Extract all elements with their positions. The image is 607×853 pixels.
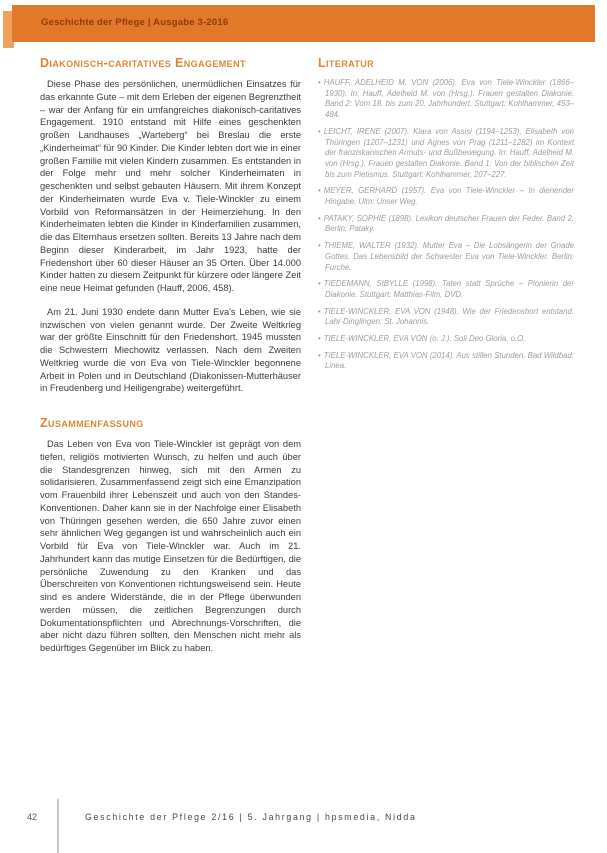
article-content (40, 56, 574, 666)
reference-item (318, 127, 574, 181)
reference-item (318, 334, 574, 345)
paragraph-zusammenfassung: Das Leben von Eva von Tiele-Winckler ist geprägt von dem tiefen, religiös motivierten Wunsch, zu helfen und auch über die Standesgrenzen hinweg, sich mit den Armen zu solidarisieren. Zusammenfassend zeigt sich eine Emanzipation vom Frauenbild ihrer Lebenszeit und auch von den Standes-Konventionen. Daher kann sie in der Nachfolge einer Elisabeth von Thüringen gesehen werden, die 650 Jahre zuvor einen sehr ähnlichen Weg gegangen ist und wahrscheinlich auch ein Vorbild für Eva von Tiele-Winckler war. Auch im 21. Jahrhundert kann das mutige Einsetzen für die Bedürftigen, die persönliche Zuwendung zu den Kranken und das Überschreiten von Konventionen richtungsweisend sein. Heute sind es andere Widerstände, die in der Pflege überwunden werden müssen, die zeitlichen Begrenzungen durch Dokumentationspflichten und Abrechnungs-Vorschriften, die aber nicht dazu führen sollten, den Menschen nicht mehr als bedürftiges Gegenüber im Blick zu haben. (40, 439, 301, 653)
footer-imprint: Geschichte der Pflege 2/16 | 5. Jahrgang | hpsmedia, Nidda (85, 812, 417, 822)
paragraph-engagement-1: Diese Phase des persönlichen, unermüdlichen Einsatzes für das erkannte Gute – mit dem Erleben der eigenen Begrenztheit – war der Anfang für ein umfangreiches diakonisch-caritatives Engagement. 1910 entstand mit Hilfe eines geschenkten großen Landhauses „Warteberg“ bei Breslau die erste „Kinderheimat“ für 90 Kinder. Die Kinder lebten dort wie in einer großen Familie mit vielen Kindern zusammen. Es entstanden in der Folge mehr und mehr solcher Kinderheimaten in geschenkten und selbst gebauten Häusern. Mit ihrem Konzept der Kinderheimaten wurde Eva v. Tiele-Winckler zu einem Vorbild von Reformansätzen in der Heimerziehung. In den Kinderheimaten lebten die Kinder in Kinderfamilien zusammen, die das Elternhaus ersetzen sollten. Bereits 13 Jahre nach dem Beginn dieser Kinderarbeit, im Jahr 1923, hatte der Friedenshort über 60 dieser Häuser an 35 Orten. Über 14.000 Kinder hatten zu diesem Zeitpunkt für kürzere oder längere Zeit eine neue Heimat gefunden (Hauff, 2006, 458). (40, 79, 301, 293)
bullet-icon: • (318, 306, 321, 316)
section-heading-zusammenfassung: Zusammenfassung (40, 416, 144, 430)
reference-item (318, 241, 574, 273)
reference-item (318, 78, 574, 121)
reference-text: MEYER, GERHARD (1957). Eva von Tiele-Winckler – In dienender Hingabe. Ulm: Unser Weg. (323, 186, 574, 207)
reference-text: HAUFF, ADELHEID M. VON (2006). Eva von Tiele-Winckler (1866–1930). In: Hauff, Adelheid M. von (Hrsg.). Frauen gestalten Diakonie. Band 2: Vom 18. bis zum 20. Jahrhundert. Stuttgart: Kohlhammer, 453–484. (323, 78, 574, 120)
reference-list (318, 78, 574, 372)
reference-text: PATAKY, SOPHIE (1898). Lexikon deutscher Frauen der Feder. Band 2. Berlin: Pataky. (323, 213, 574, 234)
bullet-icon: • (318, 78, 321, 87)
journal-header-title: Geschichte der Pflege | Ausgabe 3-2016 (41, 17, 229, 28)
reference-item (318, 186, 574, 207)
bullet-icon: • (318, 350, 321, 360)
bullet-icon: • (318, 126, 321, 136)
bullet-icon: • (318, 186, 321, 196)
section-heading-diakonisch: Diakonisch-caritatives Engagement (40, 56, 246, 70)
reference-text: TIELE-WINCKLER, EVA VON (o. J.). Soli Deo Gloria. o.O. (323, 334, 526, 344)
reference-item (318, 307, 574, 328)
reference-item (318, 351, 574, 372)
reference-text: TIEDEMANN, SIBYLLE (1998). Taten statt Sprüche – Pionierin der Diakonie. Stuttgart: Matthias-Film, DVD. (323, 279, 574, 299)
bullet-icon: • (318, 334, 321, 344)
reference-text: LEICHT, IRENE (2007). Klara von Assisi (1194–1253), Elisabeth von Thüringen (1207–1231) und Agnes von Prag (1211–1282) im Kontext der franziskanischen Armuts- und Bußbewegung. In: Hauff, Adelheid M. von (Hrsg.). Frauen gestalten Diakonie. Band 1: Von der biblischen Zeit bis zum Pietismus. Stuttgart: Kohlhammer, 207–227. (323, 126, 574, 179)
reference-item (318, 214, 574, 235)
section-heading-literatur: Literatur (318, 56, 375, 70)
bullet-icon: • (318, 241, 321, 251)
right-column (318, 56, 574, 666)
reference-text: TIELE-WINCKLER, EVA VON (1948). Wie der Friedenshort entstand. Lahr-Dinglingen: St. Johannis. (323, 306, 574, 327)
bullet-icon: • (318, 279, 321, 289)
reference-text: TIELE-WINCKLER, EVA VON (2014). Aus stillen Stunden. Bad Wildbad: Linea. (323, 350, 574, 371)
header-bar (12, 5, 595, 42)
left-column (40, 56, 301, 666)
reference-item (318, 279, 574, 300)
reference-text: THIEME, WALTER (1932). Mutter Eva – Die Lobsängerin der Gnade Gottes. Das Lebensbild der Schwester Eva von Tiele-Winckler. Berlin: Furche. (323, 241, 574, 272)
footer-divider (57, 799, 59, 853)
paragraph-engagement-2: Am 21. Juni 1930 endete dann Mutter Eva's Leben, wie sie inzwischen von vielen genannt wurde. Der Zweite Weltkrieg war der größte Einschnitt für den Friedenshort. 1945 mussten die Schwestern Miechowitz verlassen. Nach dem Zweiten Weltkrieg wurde die von Eva von Tiele-Winckler begonnene Arbeit in Polen und in Deutschland (Diakonissen-Mutterhäuser in Freudenberg und Heiligengrabe) weitergeführt. (40, 306, 301, 394)
bullet-icon: • (318, 213, 321, 223)
page-number: 42 (27, 812, 38, 822)
